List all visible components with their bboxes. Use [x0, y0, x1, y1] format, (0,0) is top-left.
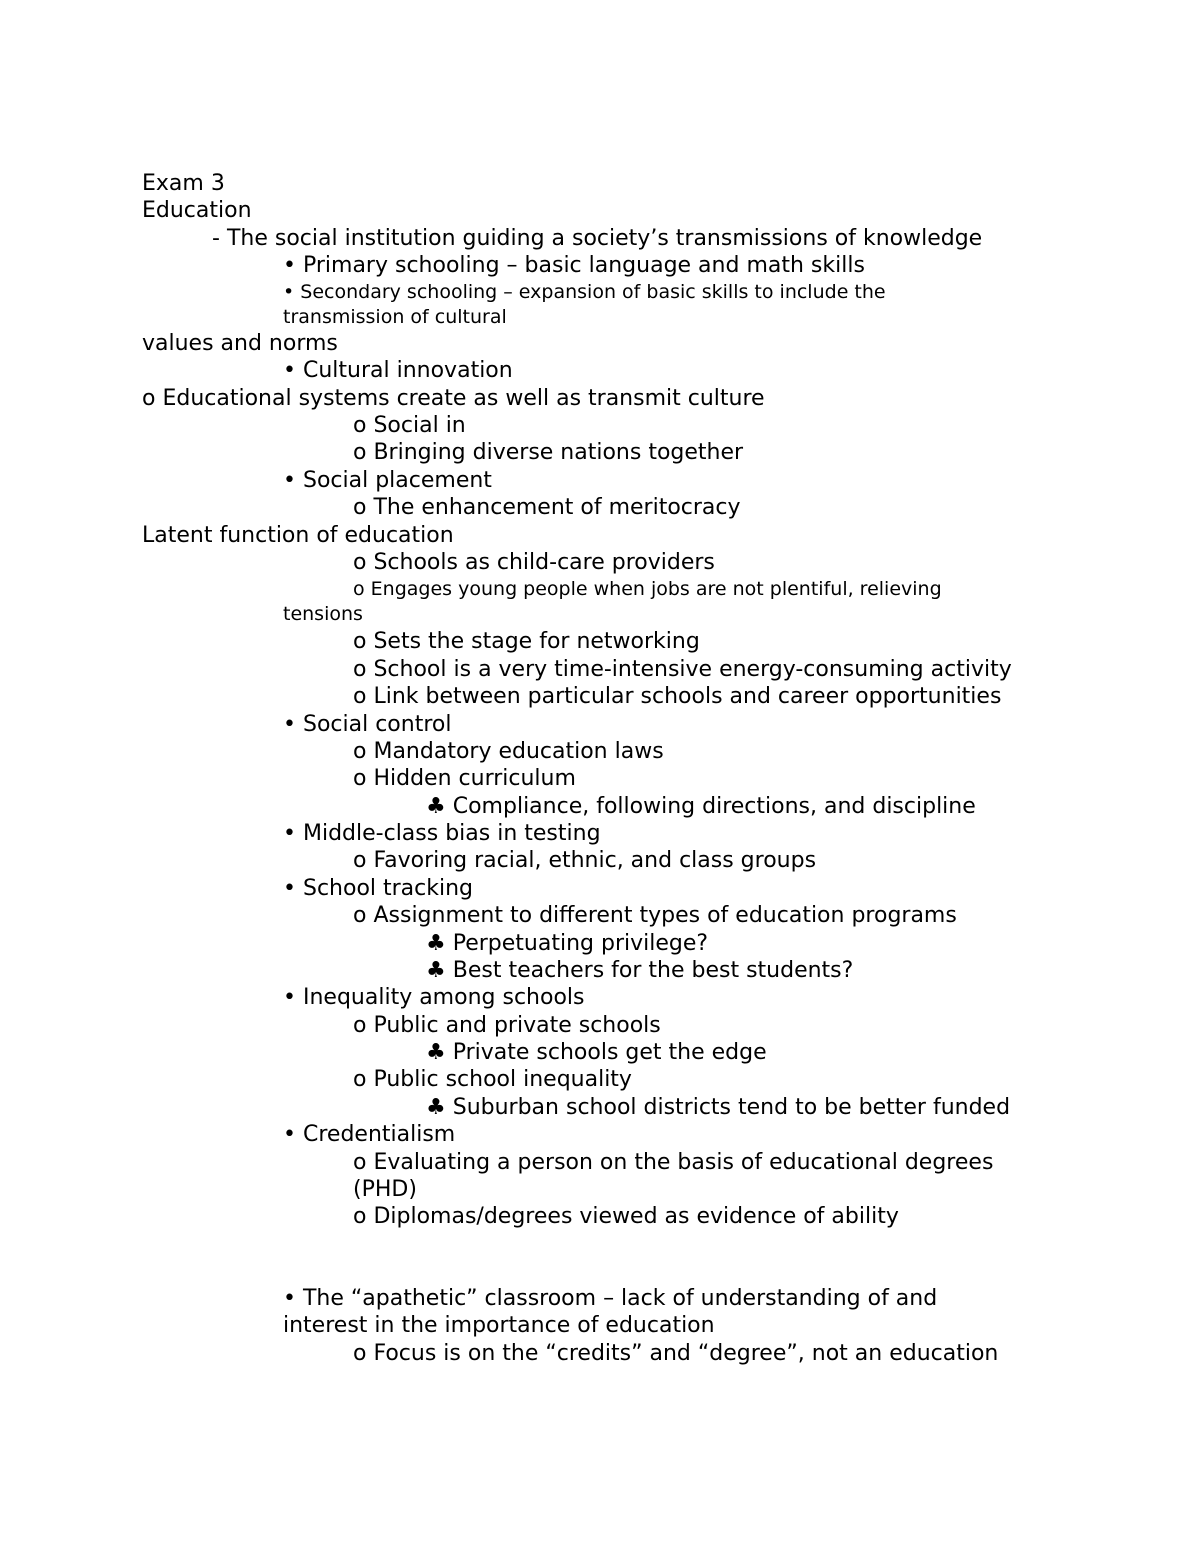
line-text: School tracking: [302, 876, 474, 901]
line-text: Focus is on the “credits” and “degree”, not an education: [373, 1341, 999, 1366]
line-text: Diplomas/degrees viewed as evidence of ability: [373, 1204, 899, 1229]
text-line: [142, 170, 225, 197]
bullet-marker: o: [353, 684, 367, 709]
bullet-marker: ♣: [426, 794, 446, 819]
bullet-marker: •: [283, 985, 296, 1010]
bullet-marker: o: [353, 739, 367, 764]
bullet-marker: o: [353, 1150, 367, 1175]
text-line: [353, 1066, 632, 1093]
text-line: [353, 577, 942, 602]
text-line: [283, 602, 363, 627]
text-line: [283, 252, 865, 279]
text-line: [426, 1094, 1010, 1121]
line-text: Bringing diverse nations together: [373, 440, 744, 465]
bullet-marker: o: [353, 413, 367, 438]
bullet-marker: o: [353, 578, 365, 600]
line-text: Primary schooling – basic language and math skills: [302, 253, 865, 278]
bullet-marker: o: [353, 495, 367, 520]
bullet-marker: •: [283, 253, 296, 278]
line-text: tensions: [283, 603, 363, 625]
line-text: Cultural innovation: [302, 358, 513, 383]
text-line: [353, 1203, 899, 1230]
bullet-marker: o: [353, 1204, 367, 1229]
text-line: [353, 1012, 661, 1039]
line-text: Suburban school districts tend to be better funded: [452, 1095, 1011, 1120]
text-line: [353, 1340, 998, 1367]
line-text: Social control: [302, 712, 452, 737]
line-text: Exam 3: [142, 171, 225, 196]
text-line: [283, 820, 601, 847]
bullet-marker: o: [353, 848, 367, 873]
text-line: [426, 957, 853, 984]
bullet-marker: o: [353, 766, 367, 791]
line-text: The enhancement of meritocracy: [373, 495, 741, 520]
line-text: Credentialism: [302, 1122, 456, 1147]
bullet-marker: ♣: [426, 1040, 446, 1065]
line-text: Education: [142, 198, 252, 223]
line-text: Middle-class bias in testing: [302, 821, 601, 846]
text-line: [283, 1285, 937, 1312]
text-line: [426, 793, 976, 820]
line-text: Social placement: [302, 468, 492, 493]
text-line: [353, 1176, 417, 1203]
line-text: Schools as child-care providers: [373, 550, 715, 575]
line-text: Link between particular schools and career opportunities: [373, 684, 1002, 709]
text-line: [212, 225, 982, 252]
text-line: [353, 683, 1001, 710]
text-line: [353, 412, 466, 439]
bullet-marker: -: [212, 226, 220, 251]
bullet-marker: •: [283, 876, 296, 901]
bullet-marker: •: [283, 358, 296, 383]
text-line: [142, 197, 252, 224]
bullet-marker: ♣: [426, 958, 446, 983]
bullet-marker: ♣: [426, 1095, 446, 1120]
bullet-marker: o: [353, 657, 367, 682]
line-text: Perpetuating privilege?: [452, 931, 709, 956]
text-line: [283, 875, 473, 902]
line-text: transmission of cultural: [283, 306, 507, 328]
line-text: Mandatory education laws: [373, 739, 664, 764]
line-text: School is a very time-intensive energy-consuming activity: [373, 657, 1012, 682]
text-line: [353, 656, 1012, 683]
line-text: Best teachers for the best students?: [452, 958, 854, 983]
text-line: [353, 1149, 993, 1176]
text-line: [142, 385, 765, 412]
text-line: [283, 1312, 715, 1339]
bullet-marker: •: [283, 468, 296, 493]
line-text: Social in: [373, 413, 466, 438]
text-line: [353, 549, 715, 576]
bullet-marker: o: [353, 1013, 367, 1038]
text-line: [283, 1121, 455, 1148]
line-text: The social institution guiding a society’s transmissions of knowledge: [226, 226, 983, 251]
text-line: [353, 902, 957, 929]
bullet-marker: o: [353, 629, 367, 654]
bullet-marker: o: [353, 550, 367, 575]
text-line: [353, 439, 743, 466]
line-text: Assignment to different types of education programs: [373, 903, 957, 928]
text-line: [353, 494, 741, 521]
bullet-marker: •: [283, 1286, 296, 1311]
text-line: [142, 330, 338, 357]
line-text: (PHD): [353, 1177, 417, 1202]
line-text: Inequality among schools: [302, 985, 585, 1010]
bullet-marker: •: [283, 821, 296, 846]
text-line: [353, 628, 700, 655]
bullet-marker: o: [353, 1067, 367, 1092]
bullet-marker: ♣: [426, 931, 446, 956]
text-line: [353, 765, 576, 792]
text-line: [426, 1039, 767, 1066]
text-line: [426, 930, 708, 957]
line-text: Private schools get the edge: [452, 1040, 767, 1065]
bullet-marker: o: [142, 386, 156, 411]
line-text: Educational systems create as well as transmit culture: [162, 386, 765, 411]
text-line: [353, 738, 664, 765]
line-text: Evaluating a person on the basis of educational degrees: [373, 1150, 994, 1175]
text-line: [283, 984, 584, 1011]
line-text: Public school inequality: [373, 1067, 632, 1092]
text-line: [283, 305, 507, 330]
line-text: Hidden curriculum: [373, 766, 576, 791]
bullet-marker: o: [353, 1341, 367, 1366]
line-text: The “apathetic” classroom – lack of understanding of and: [302, 1286, 938, 1311]
bullet-marker: o: [353, 903, 367, 928]
line-text: Latent function of education: [142, 523, 454, 548]
bullet-marker: •: [283, 712, 296, 737]
bullet-marker: •: [283, 1122, 296, 1147]
text-line: [283, 357, 513, 384]
line-text: Secondary schooling – expansion of basic skills to include the: [300, 281, 886, 303]
bullet-marker: •: [283, 281, 295, 303]
line-text: Sets the stage for networking: [373, 629, 700, 654]
text-line: [283, 711, 451, 738]
bullet-marker: o: [353, 440, 367, 465]
text-line: [283, 467, 492, 494]
line-text: Compliance, following directions, and discipline: [452, 794, 976, 819]
text-line: [283, 280, 886, 305]
line-text: values and norms: [142, 331, 338, 356]
line-text: Public and private schools: [373, 1013, 661, 1038]
line-text: Engages young people when jobs are not plentiful, relieving: [370, 578, 942, 600]
line-text: Favoring racial, ethnic, and class groups: [373, 848, 817, 873]
text-line: [142, 522, 454, 549]
text-line: [353, 847, 816, 874]
line-text: interest in the importance of education: [283, 1313, 715, 1338]
